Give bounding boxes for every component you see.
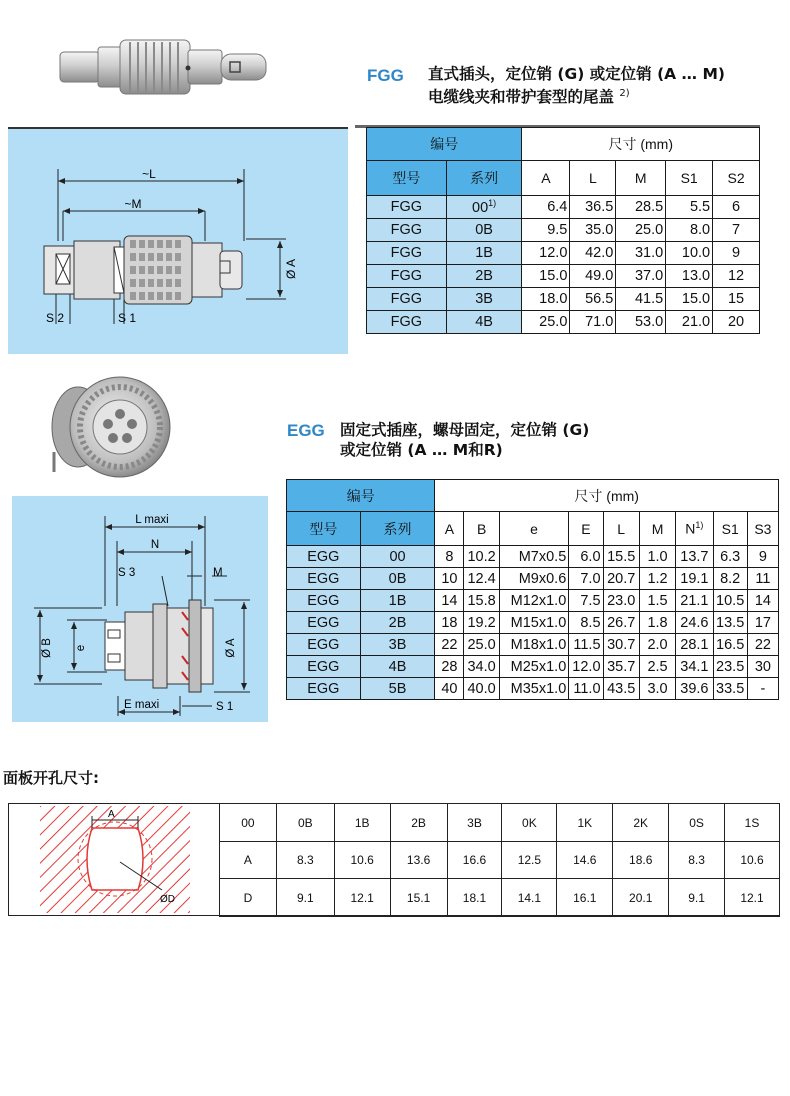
cutout-cell: 10.6 <box>725 842 780 879</box>
fgg-cell-s2: 6 <box>713 196 760 219</box>
fgg-cell-model: FGG <box>367 196 447 219</box>
egg-cell-s3: 14 <box>747 590 778 612</box>
cutout-header-cell: 0K <box>502 804 557 842</box>
fgg-cell-series: 0B <box>446 219 522 242</box>
fgg-cell-s1: 5.5 <box>666 196 713 219</box>
cutout-header-cell: 1B <box>334 804 390 842</box>
fgg-cell-s1: 10.0 <box>666 242 713 265</box>
egg-cell-b: 40.0 <box>464 678 499 700</box>
egg-cell-e: M7x0.5 <box>499 546 569 568</box>
fgg-col-m: M <box>616 161 666 196</box>
egg-dim-e: e <box>75 644 87 652</box>
fgg-cell-a: 25.0 <box>522 311 570 334</box>
egg-row <box>287 546 779 568</box>
egg-cell-e: M9x0.6 <box>499 568 569 590</box>
egg-cell-l: 15.5 <box>603 546 639 568</box>
fgg-cell-a: 18.0 <box>522 288 570 311</box>
egg-row <box>287 678 779 700</box>
cutout-cell: 20.1 <box>613 879 669 917</box>
egg-cell-m: 2.0 <box>639 634 675 656</box>
egg-cell-model: EGG <box>287 612 361 634</box>
egg-col-l: L <box>603 512 639 546</box>
fgg-cell-model: FGG <box>367 311 447 334</box>
egg-cell-s3: 17 <box>747 612 778 634</box>
egg-cell-model: EGG <box>287 568 361 590</box>
egg-cell-s1: 16.5 <box>713 634 747 656</box>
fgg-cell-l: 56.5 <box>570 288 616 311</box>
cutout-cell: 12.1 <box>725 879 780 917</box>
fgg-series-text: 00 <box>472 199 489 216</box>
cutout-row-label: A <box>220 842 277 879</box>
egg-col-m: M <box>639 512 675 546</box>
egg-col-e: e <box>499 512 569 546</box>
cutout-header-cell: 0B <box>276 804 334 842</box>
egg-cell-l: 20.7 <box>603 568 639 590</box>
cutout-dim-a: A <box>108 809 115 820</box>
egg-col-b: B <box>464 512 499 546</box>
egg-dim-n: N <box>150 539 160 551</box>
fgg-cell-a: 15.0 <box>522 265 570 288</box>
fgg-cell-s2: 7 <box>713 219 760 242</box>
egg-cell-e: M35x1.0 <box>499 678 569 700</box>
egg-title-line2: 或定位销 (A … M和R) <box>340 441 503 459</box>
egg-cell-m: 1.5 <box>639 590 675 612</box>
cutout-title: 面板开孔尺寸: <box>3 769 99 787</box>
cutout-table <box>219 803 780 917</box>
egg-cell-e: M25x1.0 <box>499 656 569 678</box>
egg-cell-s3: 9 <box>747 546 778 568</box>
cutout-header-row <box>220 804 780 842</box>
egg-cell-model: EGG <box>287 634 361 656</box>
egg-title <box>340 420 780 460</box>
fgg-cell-s2: 9 <box>713 242 760 265</box>
egg-cell-e: M18x1.0 <box>499 634 569 656</box>
cutout-cell: 14.1 <box>502 879 557 917</box>
egg-cell-b: 19.2 <box>464 612 499 634</box>
egg-col-a: A <box>435 512 464 546</box>
egg-cell-b: 12.4 <box>464 568 499 590</box>
egg-cell-model: EGG <box>287 656 361 678</box>
egg-cell-e: M12x1.0 <box>499 590 569 612</box>
egg-cell-n: 39.6 <box>676 678 713 700</box>
egg-cell-s3: - <box>747 678 778 700</box>
fgg-cell-a: 6.4 <box>522 196 570 219</box>
egg-cell-b: 10.2 <box>464 546 499 568</box>
cutout-cell: 13.6 <box>390 842 447 879</box>
egg-cell-a: 28 <box>435 656 464 678</box>
fgg-technical-drawing <box>8 129 348 354</box>
cutout-cell: 9.1 <box>276 879 334 917</box>
cutout-cell: 18.6 <box>613 842 669 879</box>
egg-cell-n: 34.1 <box>676 656 713 678</box>
egg-cell-s1: 10.5 <box>713 590 747 612</box>
egg-cell-m: 3.0 <box>639 678 675 700</box>
egg-cell-s1: 13.5 <box>713 612 747 634</box>
fgg-cell-series: 3B <box>446 288 522 311</box>
cutout-cell: 18.1 <box>447 879 502 917</box>
cutout-dim-d: ØD <box>160 894 175 905</box>
fgg-cell-a: 9.5 <box>522 219 570 242</box>
fgg-dim-s2: S 2 <box>46 311 65 325</box>
cutout-cell: 16.6 <box>447 842 502 879</box>
fgg-title-line1: 直式插头，定位销 (G) 或定位销 (A … M) <box>428 65 725 83</box>
egg-cell-l: 26.7 <box>603 612 639 634</box>
egg-cell-b: 34.0 <box>464 656 499 678</box>
fgg-row <box>367 219 760 242</box>
egg-cell-n: 19.1 <box>676 568 713 590</box>
egg-table <box>286 479 779 700</box>
cutout-header-cell: 0S <box>669 804 725 842</box>
cutout-cell: 9.1 <box>669 879 725 917</box>
cutout-cell: 16.1 <box>557 879 613 917</box>
egg-row <box>287 634 779 656</box>
egg-col-s3: S3 <box>747 512 778 546</box>
egg-cell-a: 18 <box>435 612 464 634</box>
fgg-col-series: 系列 <box>446 161 522 196</box>
egg-dim-l: L maxi <box>135 514 169 526</box>
fgg-cell-l: 36.5 <box>570 196 616 219</box>
cutout-header-cell: 1S <box>725 804 780 842</box>
egg-cell-model: EGG <box>287 546 361 568</box>
fgg-row <box>367 242 760 265</box>
egg-row <box>287 612 779 634</box>
egg-cell-s3: 22 <box>747 634 778 656</box>
fgg-code: FGG <box>367 66 404 85</box>
cutout-row-label: D <box>220 879 277 917</box>
cutout-cell: 12.5 <box>502 842 557 879</box>
egg-cell-e-maxi: 11.0 <box>569 678 603 700</box>
egg-cell-a: 10 <box>435 568 464 590</box>
fgg-title-note: 2) <box>619 88 630 99</box>
egg-col-n <box>676 512 713 546</box>
cutout-cell: 14.6 <box>557 842 613 879</box>
egg-cell-e-maxi: 8.5 <box>569 612 603 634</box>
egg-cell-e-maxi: 12.0 <box>569 656 603 678</box>
egg-col-series: 系列 <box>360 512 435 546</box>
egg-cell-n: 24.6 <box>676 612 713 634</box>
egg-cell-e-maxi: 7.5 <box>569 590 603 612</box>
egg-code: EGG <box>287 421 325 440</box>
cutout-cell: 8.3 <box>276 842 334 879</box>
egg-cell-l: 43.5 <box>603 678 639 700</box>
fgg-row <box>367 288 760 311</box>
fgg-cell-l: 71.0 <box>570 311 616 334</box>
fgg-cell-l: 35.0 <box>570 219 616 242</box>
egg-cell-m: 1.8 <box>639 612 675 634</box>
cutout-header-cell: 2B <box>390 804 447 842</box>
egg-dim-m: M <box>213 567 223 579</box>
fgg-cell-s2: 20 <box>713 311 760 334</box>
fgg-title-line2-wrap <box>428 84 788 107</box>
egg-cell-l: 23.0 <box>603 590 639 612</box>
egg-header-group-left: 编号 <box>287 480 435 512</box>
egg-dim-b: Ø B <box>41 638 53 658</box>
cutout-header-cell: 2K <box>613 804 669 842</box>
fgg-cell-s2: 12 <box>713 265 760 288</box>
fgg-series-note: 1) <box>488 198 497 209</box>
cutout-cell: 10.6 <box>334 842 390 879</box>
cutout-header-cell: 00 <box>220 804 277 842</box>
egg-cell-series: 5B <box>360 678 435 700</box>
egg-cell-e-maxi: 11.5 <box>569 634 603 656</box>
fgg-table <box>366 127 760 334</box>
fgg-cell-s1: 21.0 <box>666 311 713 334</box>
egg-col-model: 型号 <box>287 512 361 546</box>
fgg-col-model: 型号 <box>367 161 447 196</box>
egg-col-n-text: N <box>685 520 696 537</box>
egg-cell-series: 00 <box>360 546 435 568</box>
fgg-cell-series: 1B <box>446 242 522 265</box>
fgg-cell-m: 28.5 <box>616 196 666 219</box>
fgg-col-l: L <box>570 161 616 196</box>
fgg-title <box>428 64 788 107</box>
egg-cell-s1: 8.2 <box>713 568 747 590</box>
egg-col-n-note: 1) <box>695 520 704 531</box>
egg-cell-b: 25.0 <box>464 634 499 656</box>
fgg-cell-m: 31.0 <box>616 242 666 265</box>
fgg-cell-s1: 13.0 <box>666 265 713 288</box>
cutout-row-d <box>220 879 780 917</box>
egg-dim-a: Ø A <box>225 638 237 658</box>
fgg-dim-a: Ø A <box>284 258 298 280</box>
cutout-header-cell: 3B <box>447 804 502 842</box>
egg-cell-m: 1.2 <box>639 568 675 590</box>
egg-cell-a: 14 <box>435 590 464 612</box>
egg-cell-n: 13.7 <box>676 546 713 568</box>
cutout-cell: 8.3 <box>669 842 725 879</box>
egg-cell-series: 3B <box>360 634 435 656</box>
egg-title-line1: 固定式插座，螺母固定，定位销 (G) <box>340 421 590 439</box>
egg-cell-n: 21.1 <box>676 590 713 612</box>
egg-row <box>287 656 779 678</box>
egg-col-s1: S1 <box>713 512 747 546</box>
fgg-col-s1: S1 <box>666 161 713 196</box>
fgg-plug-photo <box>58 32 273 102</box>
cutout-row-a <box>220 842 780 879</box>
fgg-header-group-right: 尺寸 (mm) <box>522 128 760 161</box>
egg-cell-n: 28.1 <box>676 634 713 656</box>
egg-cell-model: EGG <box>287 678 361 700</box>
cutout-header-cell: 1K <box>557 804 613 842</box>
fgg-cell-l: 42.0 <box>570 242 616 265</box>
fgg-cell-a: 12.0 <box>522 242 570 265</box>
egg-cell-series: 4B <box>360 656 435 678</box>
fgg-cell-l: 49.0 <box>570 265 616 288</box>
egg-cell-e: M15x1.0 <box>499 612 569 634</box>
fgg-cell-series <box>446 196 522 219</box>
fgg-cell-s2: 15 <box>713 288 760 311</box>
fgg-cell-model: FGG <box>367 265 447 288</box>
fgg-row <box>367 265 760 288</box>
fgg-title-line2: 电缆线夹和带护套型的尾盖 <box>428 88 615 107</box>
fgg-row <box>367 196 760 219</box>
egg-cell-m: 2.5 <box>639 656 675 678</box>
egg-receptacle-photo <box>48 372 173 497</box>
cutout-drawing <box>40 806 190 913</box>
egg-cell-b: 15.8 <box>464 590 499 612</box>
egg-cell-model: EGG <box>287 590 361 612</box>
egg-cell-s1: 23.5 <box>713 656 747 678</box>
fgg-dim-m: ~M <box>124 197 142 211</box>
fgg-cell-m: 37.0 <box>616 265 666 288</box>
fgg-cell-m: 25.0 <box>616 219 666 242</box>
cutout-cell: 15.1 <box>390 879 447 917</box>
egg-dim-e-maxi: E maxi <box>124 699 160 711</box>
egg-col-e-maxi: E <box>569 512 603 546</box>
egg-row <box>287 568 779 590</box>
egg-cell-a: 8 <box>435 546 464 568</box>
egg-cell-series: 0B <box>360 568 435 590</box>
fgg-col-a: A <box>522 161 570 196</box>
fgg-row <box>367 311 760 334</box>
egg-cell-a: 40 <box>435 678 464 700</box>
egg-cell-l: 30.7 <box>603 634 639 656</box>
egg-cell-series: 1B <box>360 590 435 612</box>
egg-cell-l: 35.7 <box>603 656 639 678</box>
fgg-cell-model: FGG <box>367 242 447 265</box>
egg-cell-e-maxi: 6.0 <box>569 546 603 568</box>
egg-cell-s3: 11 <box>747 568 778 590</box>
egg-dim-s3: S 3 <box>118 567 136 579</box>
fgg-cell-m: 53.0 <box>616 311 666 334</box>
egg-cell-series: 2B <box>360 612 435 634</box>
egg-dim-s1: S 1 <box>216 701 234 713</box>
egg-header-group-right: 尺寸 (mm) <box>435 480 779 512</box>
egg-cell-e-maxi: 7.0 <box>569 568 603 590</box>
egg-cell-s3: 30 <box>747 656 778 678</box>
fgg-cell-series: 2B <box>446 265 522 288</box>
egg-cell-s1: 6.3 <box>713 546 747 568</box>
egg-cell-a: 22 <box>435 634 464 656</box>
egg-cell-s1: 33.5 <box>713 678 747 700</box>
fgg-dim-l: ~L <box>142 167 156 181</box>
fgg-dim-s1: S 1 <box>118 311 137 325</box>
egg-technical-drawing <box>12 496 268 722</box>
fgg-cell-model: FGG <box>367 288 447 311</box>
cutout-cell: 12.1 <box>334 879 390 917</box>
fgg-cell-series: 4B <box>446 311 522 334</box>
egg-row <box>287 590 779 612</box>
fgg-cell-model: FGG <box>367 219 447 242</box>
fgg-col-s2: S2 <box>713 161 760 196</box>
fgg-cell-m: 41.5 <box>616 288 666 311</box>
egg-cell-m: 1.0 <box>639 546 675 568</box>
fgg-header-group-left: 编号 <box>367 128 522 161</box>
fgg-cell-s1: 15.0 <box>666 288 713 311</box>
fgg-cell-s1: 8.0 <box>666 219 713 242</box>
